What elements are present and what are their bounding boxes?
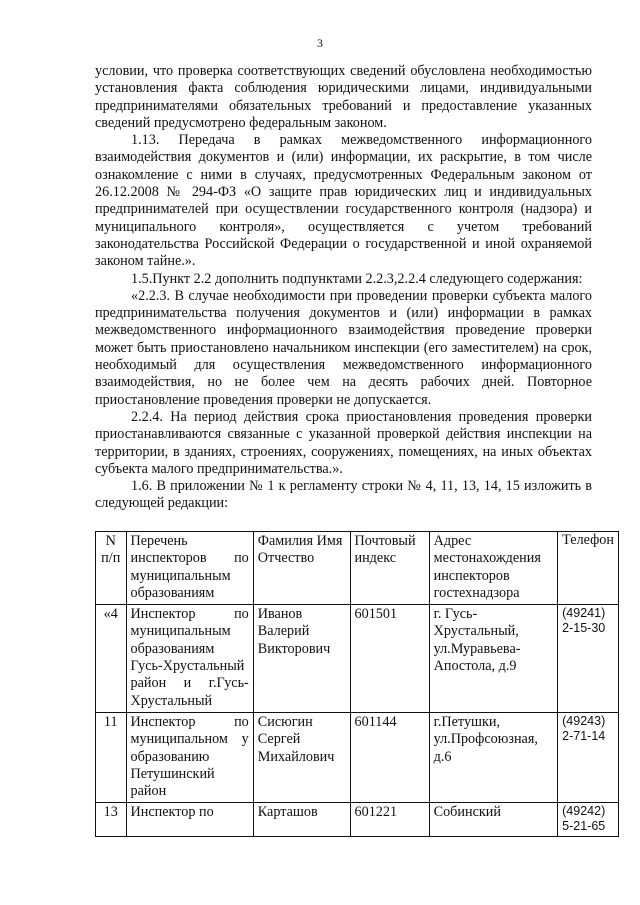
phone-code: (49241) (562, 606, 606, 621)
row-name: Сисюгин Сергей Михайлович (253, 712, 350, 802)
row-address: г. Гусь-Хрустальный, ул.Муравьева-Апостола, д.9 (429, 605, 558, 713)
paragraph-2-2-3: «2.2.3. В случае необходимости при проведении проверки субъекта малого предпринимательства получения документов и (или) информации в рамках межведомственного информационного взаимодействия проведение проверки может быть приостановлено начальником инспекции (его заместителем) на срок, необходимый для осуществления межведомственного информационного взаимодействия, но не более чем на десять рабочих дней. Повторное приостановление проведения проверки не допускается. (95, 287, 592, 408)
table-row (96, 803, 619, 837)
inspectors-table (95, 531, 619, 837)
header-phone: Телефон (558, 532, 619, 605)
row-phone (558, 605, 619, 713)
phone-code: (49243) (562, 713, 606, 728)
row-index: 601221 (350, 803, 429, 837)
header-name: Фамилия Имя Отчество (253, 532, 350, 605)
paragraph-1-6: 1.6. В приложении № 1 к регламенту строки № 4, 11, 13, 14, 15 изложить в следующей редакции: (95, 478, 592, 512)
phone-number: 2-15-30 (562, 621, 606, 636)
row-position: Инспектор по муниципальным образованиям Гусь-Хрустальный район и г.Гусь-Хрустальный (126, 605, 253, 713)
header-address: Адрес местонахождения инспекторов гостехнадзора (429, 532, 558, 605)
row-name: Иванов Валерий Викторович (253, 605, 350, 713)
header-position: Перечень инспекторов по муниципальным образованиям (126, 532, 253, 605)
paragraph-1-13: 1.13. Передача в рамках межведомственного информационного взаимодействия документов и (или) информации, их раскрытие, в том числе ознакомление с ними в случаях, предусмотренных Федеральным законом от 26.12.2008 № 294-ФЗ «О защите прав юридических лиц и индивидуальных предпринимателей при осуществлении государственного контроля (надзора) и муниципального контроля», осуществляется с учетом требований законодательства Российской Федерации о государственной и иной охраняемой законом тайне.». (95, 132, 592, 270)
row-position: Инспектор по (126, 803, 253, 837)
row-phone (558, 712, 619, 802)
row-address: г.Петушки, ул.Профсоюзная, д.6 (429, 712, 558, 802)
row-index: 601501 (350, 605, 429, 713)
row-address: Собинский (429, 803, 558, 837)
paragraph-1-5: 1.5.Пункт 2.2 дополнить подпунктами 2.2.3,2.2.4 следующего содержания: (131, 270, 583, 287)
phone-number: 2-71-14 (562, 728, 606, 743)
row-phone (558, 803, 619, 837)
paragraph-2-2-4: 2.2.4. На период действия срока приостановления проведения проверки приостанавливаются связанные с указанной проверкой действия инспекции на территории, в зданиях, строениях, сооружениях, помещениях, на иных объектах субъекта малого предпринимательства.». (95, 408, 592, 477)
row-name: Карташов (253, 803, 350, 837)
table-row (96, 605, 619, 713)
row-number: 13 (96, 803, 127, 837)
paragraph-continuation: условии, что проверка соответствующих сведений обусловлена необходимостью установления факта соблюдения юридическими лицами, индивидуальными предпринимателями обязательных требований и предоставление указанных сведений предусмотрено федеральным законом. (95, 63, 592, 131)
table-header-row (96, 532, 619, 605)
document-body (95, 63, 592, 513)
row-index: 601144 (350, 712, 429, 802)
row-number: 11 (96, 712, 127, 802)
table-row (96, 712, 619, 802)
row-position: Инспектор по муниципальном у образованию Петушинский район (126, 712, 253, 802)
page-number: 3 (317, 36, 323, 50)
header-index: Почтовый индекс (350, 532, 429, 605)
phone-code: (49242) (562, 804, 606, 819)
row-number: «4 (96, 605, 127, 713)
phone-number: 5-21-65 (562, 819, 606, 834)
header-number: N п/п (96, 532, 127, 605)
